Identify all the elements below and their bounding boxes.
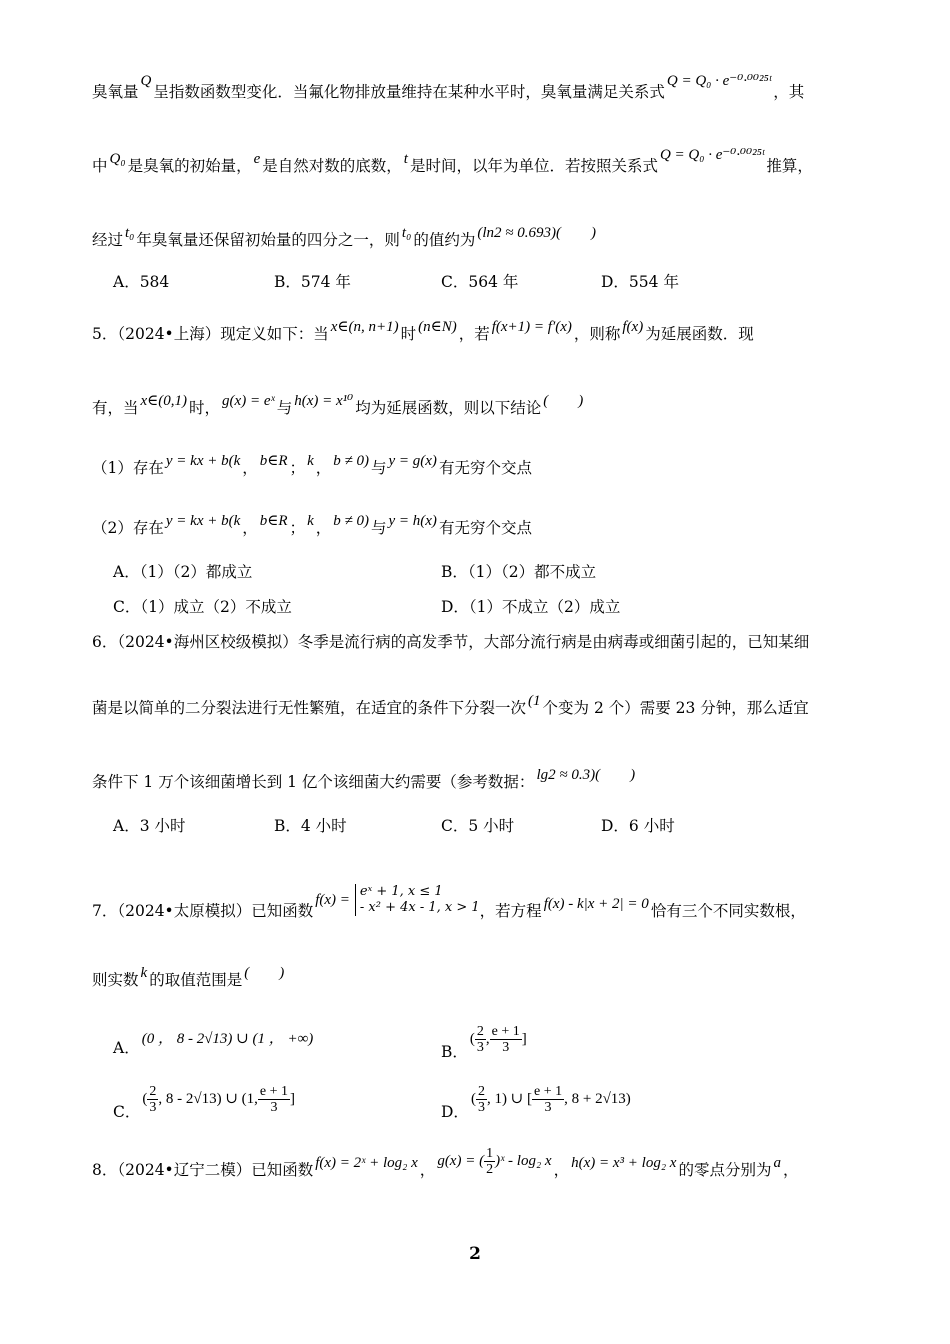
numerator: 2	[477, 1084, 485, 1099]
denominator: 3	[477, 1100, 485, 1115]
denominator: 3	[270, 1100, 278, 1115]
text: 5．（2024•上海）现定义如下：当	[92, 325, 329, 343]
text: ，	[419, 1160, 436, 1179]
q7-option-d	[441, 1084, 633, 1129]
q7-line2	[92, 965, 865, 991]
math-Q0: Q₀	[109, 151, 126, 167]
q6-line2	[92, 693, 865, 719]
q6-option-b: B．4 小时	[274, 817, 347, 835]
text: 为延展函数．现	[645, 325, 754, 343]
numerator: e + 1	[534, 1084, 563, 1099]
math: g(x) = eˣ	[222, 393, 275, 409]
text: ，	[315, 459, 332, 477]
q5-option-c: C．（1）成立（2）不成立	[113, 598, 292, 616]
math: f(x) = 2ˣ + log₂ x	[315, 1154, 418, 1171]
math	[471, 1084, 631, 1115]
text: 与	[370, 519, 387, 537]
text: 年臭氧量还保留初始量的四分之一，则	[136, 231, 400, 249]
text: 经过	[92, 231, 124, 249]
math-formula: Q = Q₀ · e⁻⁰·⁰⁰²⁵ᵗ	[659, 147, 765, 163]
math-part: , 8 - 2√13) ∪ (1,	[158, 1090, 258, 1107]
text: 则实数	[92, 971, 139, 989]
math-g	[437, 1146, 551, 1177]
math: b∈R	[259, 453, 288, 469]
text: 个变为 2 个）需要 23 分钟，那么适宜	[542, 699, 809, 717]
text: 臭氧量	[92, 83, 139, 101]
q8-line1	[92, 1146, 865, 1187]
math-formula: Q = Q₀ · e⁻⁰·⁰⁰²⁵ᵗ	[666, 73, 772, 89]
numerator: 1	[486, 1146, 494, 1161]
math-part: ]	[290, 1090, 296, 1107]
math: y = h(x)	[388, 513, 437, 529]
math: b ≠ 0)	[333, 453, 369, 469]
q5-statement-1	[92, 453, 865, 479]
fraction	[258, 1084, 290, 1115]
q4-line3	[92, 225, 865, 251]
text: ，其	[773, 83, 805, 101]
q7-line1	[92, 884, 865, 928]
text: 中	[92, 157, 108, 175]
math: ( )	[543, 393, 584, 409]
text: ，	[782, 1160, 799, 1179]
math: k	[307, 453, 314, 469]
math-a: a	[773, 1154, 781, 1171]
q6-line1: 6．（2024•海州区校级模拟）冬季是流行病的高发季节，大部分流行病是由病毒或细菌引起的，已知某细	[92, 633, 810, 651]
numerator: 2	[149, 1084, 157, 1099]
denominator: 3	[502, 1040, 510, 1055]
text: 时，	[189, 399, 221, 417]
math: x∈(n, n+1)	[330, 319, 399, 335]
numerator: e + 1	[491, 1024, 520, 1039]
math: (1	[528, 693, 541, 709]
q6-option-d: D．6 小时	[601, 817, 675, 835]
text: ，则称	[573, 325, 621, 343]
math: (n∈N)	[418, 319, 457, 335]
math: x∈(0,1)	[140, 393, 188, 409]
math: (0 ， 8 - 2√13) ∪ (1 ， +∞)	[141, 1031, 314, 1047]
case-1: eˣ + 1, x ≤ 1	[359, 884, 443, 899]
math-part: )ˣ - log₂ x	[495, 1152, 552, 1169]
q4-line1	[92, 73, 865, 103]
text: 与	[370, 459, 387, 477]
text: 的零点分别为	[678, 1160, 772, 1179]
text: ，	[242, 519, 258, 537]
math: f(x)	[622, 319, 644, 335]
text: 时	[400, 325, 417, 343]
math: h(x) = x³ + log₂ x	[571, 1154, 677, 1171]
text: 7．（2024•太原模拟）已知函数	[92, 902, 314, 920]
denominator: 2	[486, 1162, 494, 1177]
math-ln2: (ln2 ≈ 0.693)( )	[477, 225, 596, 241]
math-Q: Q	[140, 73, 152, 89]
math: h(x) = x¹⁰	[294, 393, 354, 409]
text: 条件下 1 万个该细菌增长到 1 亿个该细菌大约需要（参考数据：	[92, 773, 535, 791]
q5-option-d: D．（1）不成立（2）成立	[441, 598, 621, 616]
q5-line2	[92, 393, 865, 419]
q6-option-c: C．5 小时	[441, 817, 515, 835]
denominator: 3	[476, 1040, 484, 1055]
math-part: g(x) = (	[437, 1152, 485, 1169]
option-letter: C．	[113, 1102, 141, 1121]
text: （1）存在	[92, 459, 164, 477]
text: 呈指数函数型变化．当氟化物排放量维持在某种水平时，臭氧量满足关系式	[153, 83, 665, 101]
math: b∈R	[259, 513, 288, 529]
fraction	[147, 1084, 158, 1115]
math: f(x) - k|x + 2| = 0	[543, 896, 649, 912]
math-part: (	[470, 1090, 476, 1107]
math-t0: t₀	[125, 225, 135, 241]
text: 是臭氧的初始量，	[127, 157, 252, 175]
numerator: 2	[476, 1024, 484, 1039]
math: lg2 ≈ 0.3)( )	[536, 767, 636, 783]
fraction	[490, 1024, 522, 1055]
text: 有无穷个交点	[438, 519, 532, 537]
q5-line1	[92, 319, 865, 345]
text: 均为延展函数，则以下结论	[355, 399, 542, 417]
fraction	[475, 1024, 486, 1055]
option-letter: D．	[441, 1102, 469, 1121]
q6-line3	[92, 767, 865, 793]
piecewise-function	[313, 884, 479, 916]
math-part: ,	[485, 1030, 490, 1047]
text: ，	[553, 1160, 570, 1179]
math-part: , 1) ∪ [	[486, 1090, 532, 1107]
math: y = kx + b(k	[165, 453, 241, 469]
math-part: ]	[521, 1030, 527, 1047]
math-part: , 8 + 2√13)	[564, 1090, 631, 1107]
text: 恰有三个不同实数根，	[650, 902, 806, 920]
q7-option-a	[113, 1031, 315, 1059]
q4-option-c: C．564 年	[441, 273, 519, 291]
q4-option-b: B．574 年	[274, 273, 351, 291]
math-part: (	[469, 1030, 475, 1047]
option-letter: B．	[441, 1042, 468, 1061]
numerator: e + 1	[259, 1084, 289, 1099]
math: y = g(x)	[388, 453, 437, 469]
text: 是自然对数的底数，	[262, 157, 402, 175]
math-t: t	[403, 151, 408, 167]
text: 菌是以简单的二分裂法进行无性繁殖，在适宜的条件下分裂一次	[92, 699, 527, 717]
math: k	[307, 513, 314, 529]
text: 的值约为	[413, 231, 476, 249]
text: ，	[315, 519, 332, 537]
text: 的取值范围是	[149, 971, 243, 989]
math-e: e	[253, 151, 261, 167]
fraction	[484, 1146, 495, 1177]
text: 8．（2024•辽宁二模）已知函数	[92, 1160, 314, 1179]
text: ，	[242, 459, 258, 477]
math-k: k	[140, 965, 148, 981]
text: 与	[276, 399, 293, 417]
fraction	[532, 1084, 564, 1115]
q5-option-a: A．（1）（2）都成立	[113, 563, 253, 581]
math: ( )	[244, 965, 285, 981]
q4-line2	[92, 147, 865, 177]
q7-option-b	[441, 1024, 529, 1069]
text: ；	[289, 519, 306, 537]
q5-statement-2	[92, 513, 865, 539]
text: 有，当	[92, 399, 139, 417]
math-t0: t₀	[401, 225, 412, 241]
math: f(x+1) = f′(x)	[491, 319, 572, 335]
q5-option-b: B．（1）（2）都不成立	[441, 563, 597, 581]
case-2: - x² + 4x - 1, x > 1	[359, 900, 480, 915]
math	[142, 1084, 295, 1115]
text: （2）存在	[92, 519, 164, 537]
q4-option-a: A．584	[113, 273, 170, 291]
q4-option-d: D．554 年	[601, 273, 679, 291]
page-number: 2	[469, 1244, 481, 1264]
math	[470, 1024, 527, 1055]
math: b ≠ 0)	[333, 513, 369, 529]
text: ；	[289, 459, 306, 477]
q7-option-c	[113, 1084, 297, 1129]
text: 是时间，以年为单位．若按照关系式	[409, 157, 658, 175]
text: 推算，	[766, 157, 813, 175]
option-letter: A．	[113, 1039, 140, 1057]
math: y = kx + b(k	[165, 513, 241, 529]
denominator: 3	[544, 1100, 552, 1115]
piecewise-cases	[355, 884, 480, 916]
text: ，若	[458, 325, 490, 343]
fraction	[476, 1084, 487, 1115]
math-part: (	[142, 1090, 148, 1107]
math: f(x) =	[315, 892, 350, 908]
text: 有无穷个交点	[438, 459, 532, 477]
q6-option-a: A．3 小时	[113, 817, 186, 835]
text: ，若方程	[479, 902, 542, 920]
denominator: 3	[149, 1100, 157, 1115]
